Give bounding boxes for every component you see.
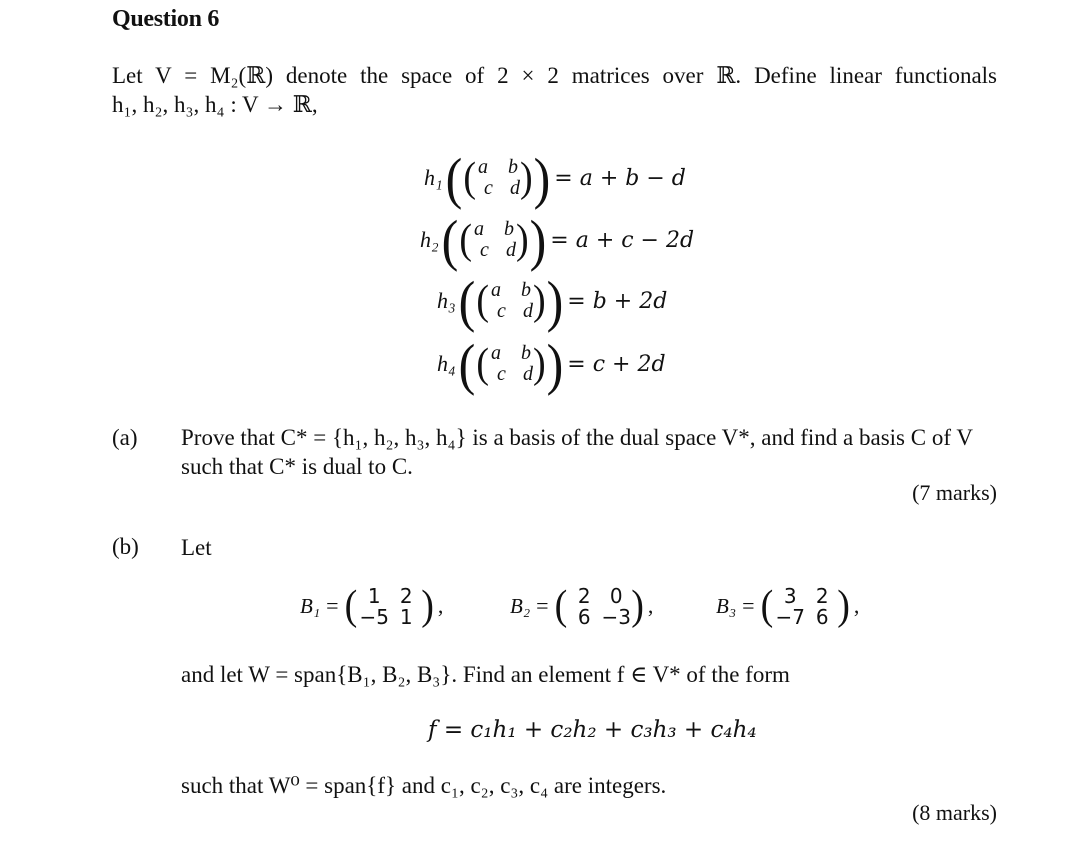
separator: , bbox=[437, 593, 444, 618]
matrix-entry: a bbox=[477, 156, 488, 178]
part-b-and-let: and let W = span{B₁, B₂, B₃}. Find an element f ∈ V* of the form bbox=[181, 662, 790, 687]
matrix-entry: 3 bbox=[783, 583, 797, 608]
part-b-such-that: such that W⁰ = span{f} and c₁, c₂, c₃, c₄ are integers. bbox=[181, 773, 667, 798]
matrix-entry: b bbox=[507, 156, 518, 178]
separator: , bbox=[853, 593, 860, 618]
matrix-name: B₃ bbox=[716, 593, 737, 618]
matrix-entry: a bbox=[490, 342, 501, 364]
matrix-entry: b bbox=[520, 279, 531, 301]
functional-name: h₁ bbox=[424, 165, 443, 190]
separator: , bbox=[647, 593, 654, 618]
functional-h1 bbox=[424, 145, 686, 211]
functional-name: h₄ bbox=[437, 351, 456, 376]
part-b-let: Let bbox=[181, 535, 212, 560]
matrix-b3: B₃ = ( 3 2 −7 6 ) , bbox=[716, 582, 860, 630]
matrix-entry: −3 bbox=[601, 604, 631, 629]
functional-rhs: = a + c − 2d bbox=[550, 227, 695, 253]
matrix-entry: 1 bbox=[367, 583, 381, 608]
matrix: ( a b c d ) bbox=[476, 277, 546, 325]
intro-line-1: Let V = M₂(ℝ) denote the space of 2 × 2 matrices over ℝ. Define linear functionals bbox=[112, 63, 997, 88]
matrix-entry: 6 bbox=[815, 604, 829, 629]
matrix-entry: d bbox=[505, 239, 516, 261]
matrix-entry: −7 bbox=[775, 604, 805, 629]
matrix-entry: b bbox=[503, 218, 514, 240]
part-a-marks: (7 marks) bbox=[912, 480, 997, 505]
matrix-name: B₁ bbox=[300, 593, 321, 618]
matrix-entry: c bbox=[479, 239, 489, 261]
matrix-entry: d bbox=[509, 177, 520, 199]
equals-sign: = bbox=[536, 593, 549, 618]
functional-rhs: = a + b − d bbox=[554, 165, 686, 191]
matrix-entry: c bbox=[483, 177, 493, 199]
matrix: ( a b c d ) bbox=[476, 340, 546, 388]
equals-sign: = bbox=[742, 593, 755, 618]
outer-left-paren: ( bbox=[445, 145, 463, 211]
functional-name: h₂ bbox=[420, 227, 439, 252]
question-title: Question 6 bbox=[112, 6, 220, 32]
matrix-entry: 2 bbox=[815, 583, 829, 608]
functional-name: h₃ bbox=[437, 288, 456, 313]
intro-line-2: h₁, h₂, h₃, h₄ : V → ℝ, bbox=[112, 92, 318, 117]
part-a-line-1: Prove that C* = {h₁, h₂, h₃, h₄} is a basis of the dual space V*, and find a basis C of V bbox=[181, 425, 973, 450]
matrix-entry: 2 bbox=[399, 583, 413, 608]
matrix: ( a b c d ) bbox=[463, 154, 533, 202]
matrix: ( a b c d ) bbox=[459, 216, 529, 264]
functional-h3: h₃ ( ( a b c d ) ) = b + 2d bbox=[437, 268, 668, 334]
matrix-entry: a bbox=[473, 218, 484, 240]
matrix-entry: 6 bbox=[577, 604, 591, 629]
functional-rhs: = b + 2d bbox=[567, 288, 668, 314]
functional-h4: h₄ ( ( a b c d ) ) = c + 2d bbox=[437, 331, 666, 397]
functional-h2: h₂ ( ( a b c d ) ) = a + c − 2d bbox=[420, 207, 695, 273]
matrix-entry: c bbox=[496, 300, 506, 322]
outer-right-paren: ) bbox=[533, 145, 551, 211]
matrix-entry: 1 bbox=[399, 604, 413, 629]
matrix-name: B₂ bbox=[510, 593, 531, 618]
matrix-b1: B₁ = ( 1 2 −5 1 ) , bbox=[300, 582, 444, 630]
part-b-marks: (8 marks) bbox=[912, 800, 997, 825]
part-b-formula: f = c₁h₁ + c₂h₂ + c₃h₃ + c₄h₄ bbox=[428, 717, 757, 743]
matrix-entry: c bbox=[496, 363, 506, 385]
part-b-label: (b) bbox=[112, 534, 139, 559]
functional-rhs: = c + 2d bbox=[567, 351, 666, 377]
matrix-entry: −5 bbox=[359, 604, 389, 629]
part-a-line-2: such that C* is dual to C. bbox=[181, 454, 413, 479]
matrix-entry: 0 bbox=[609, 583, 623, 608]
matrix-entry: a bbox=[490, 279, 501, 301]
part-a-label: (a) bbox=[112, 425, 138, 450]
matrix-entry: d bbox=[522, 300, 533, 322]
matrix-entry: d bbox=[522, 363, 533, 385]
equals-sign: = bbox=[326, 593, 339, 618]
matrix-b2: B₂ = ( 2 0 6 −3 ) , bbox=[510, 582, 654, 630]
matrix-entry: 2 bbox=[577, 583, 591, 608]
matrix-entry: b bbox=[520, 342, 531, 364]
